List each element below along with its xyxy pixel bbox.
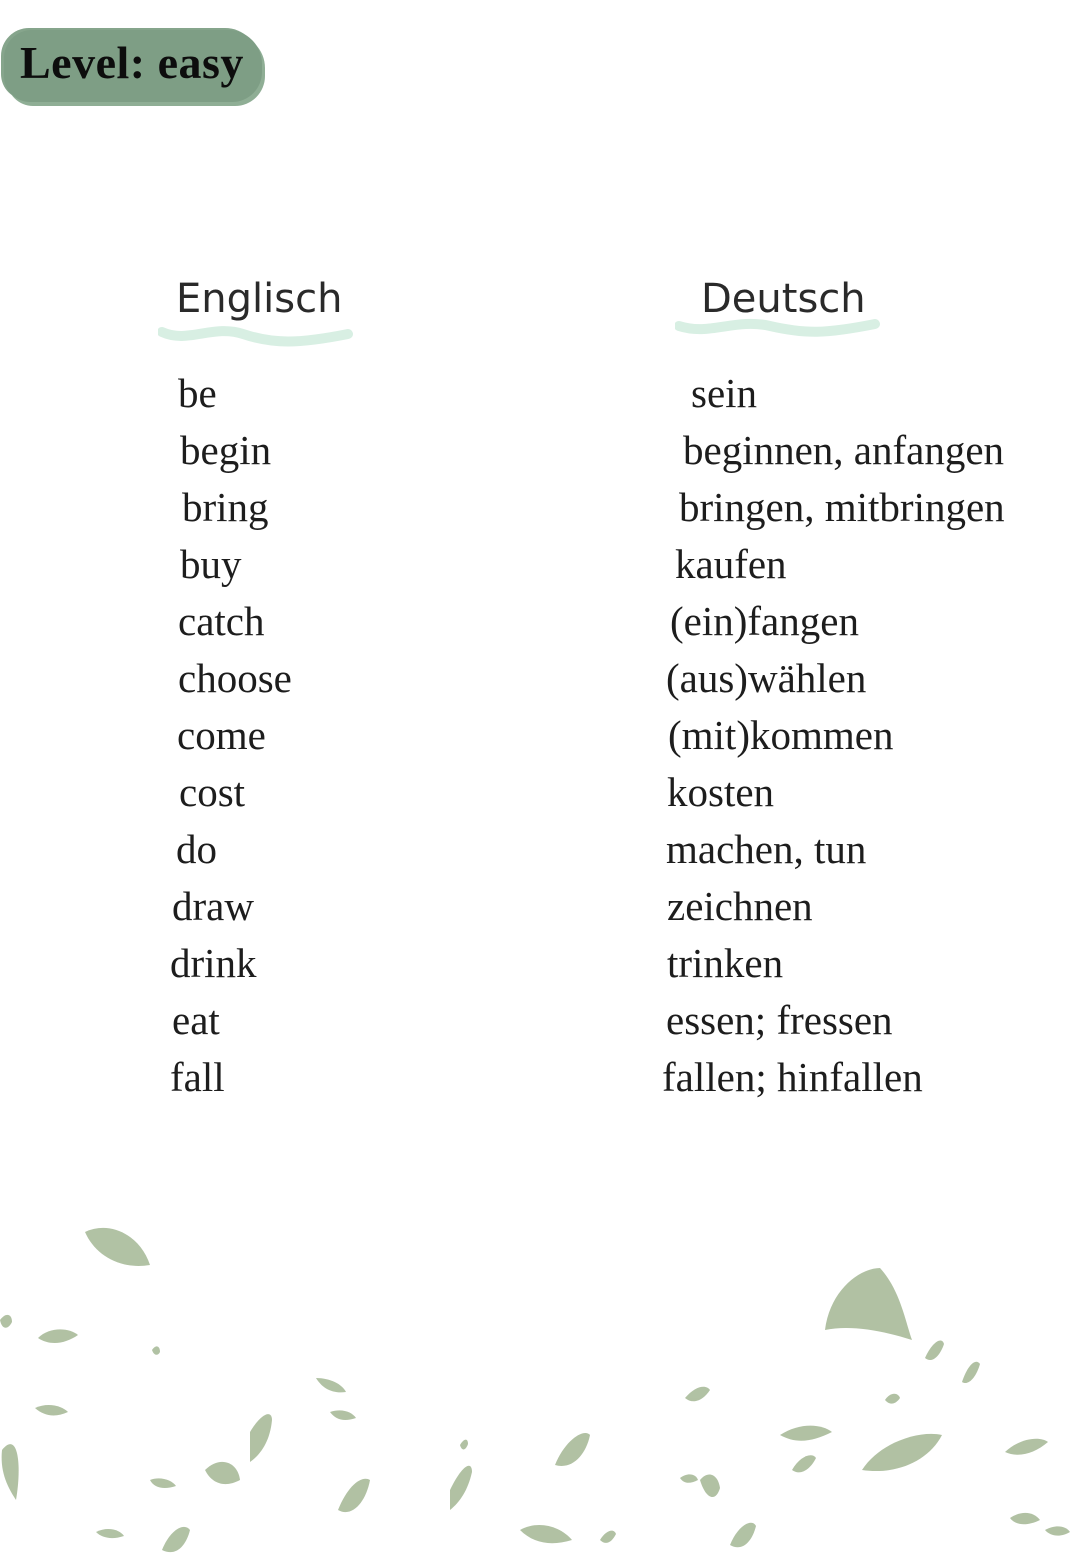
leaf-icon (1005, 1439, 1048, 1455)
english-word: bring (182, 484, 269, 530)
german-translation: kosten (667, 769, 775, 815)
german-translation: essen; fressen (666, 997, 893, 1043)
english-word: fall (170, 1054, 225, 1100)
leaf-icon (825, 1268, 912, 1340)
english-word: cost (179, 769, 246, 815)
leaf-icon (555, 1433, 590, 1466)
leaf-icon (780, 1426, 832, 1441)
leaf-icon (0, 1315, 12, 1328)
leaf-icon (730, 1523, 756, 1548)
leaf-icon (162, 1527, 190, 1552)
leaf-icon (450, 1466, 472, 1510)
leaf-icon (520, 1525, 572, 1543)
english-word: buy (180, 541, 242, 587)
english-word: begin (180, 427, 272, 473)
german-translation: machen, tun (666, 826, 867, 872)
german-translation: beginnen, anfangen (683, 427, 1005, 473)
english-word: come (177, 712, 266, 758)
leaf-icon (96, 1529, 124, 1538)
english-word: be (178, 370, 217, 416)
german-translation: sein (691, 370, 758, 416)
leaf-icon (35, 1405, 68, 1415)
falling-leaves-decoration (0, 1180, 1080, 1557)
german-translation: trinken (667, 940, 784, 986)
leaf-icon (885, 1394, 900, 1404)
german-translation: (mit)kommen (668, 712, 894, 758)
leaf-icon (962, 1362, 980, 1383)
leaf-icon (600, 1531, 616, 1543)
level-label: Level: easy (20, 37, 244, 88)
leaf-icon (338, 1479, 370, 1512)
german-translation: (ein)fangen (670, 598, 859, 644)
leaf-icon (685, 1387, 710, 1402)
leaf-icon (680, 1474, 698, 1482)
leaf-icon (2, 1444, 19, 1500)
leaf-icon (152, 1346, 160, 1354)
german-translation: zeichnen (667, 883, 813, 929)
english-word: drink (170, 940, 257, 986)
leaf-icon (38, 1329, 78, 1343)
german-translation: bringen, mitbringen (679, 484, 1005, 530)
english-underline (158, 322, 353, 348)
english-column-header: Englisch (176, 276, 343, 322)
leaf-icon (460, 1440, 468, 1450)
leaf-icon (925, 1340, 944, 1360)
leaf-icon (85, 1228, 150, 1266)
leaf-icon (316, 1378, 346, 1392)
english-word: catch (178, 598, 265, 644)
leaf-icon (250, 1414, 272, 1462)
german-column-header: Deutsch (701, 276, 866, 322)
english-word: choose (178, 655, 292, 701)
leaf-icon (862, 1434, 942, 1471)
leaf-icon (330, 1410, 356, 1420)
leaf-icon (150, 1478, 176, 1488)
english-word: draw (172, 883, 254, 929)
leaf-icon (1045, 1526, 1070, 1535)
leaf-icon (1010, 1513, 1040, 1524)
leaf-icon (205, 1462, 240, 1484)
english-word: do (176, 826, 217, 872)
english-word: eat (172, 997, 220, 1043)
leaf-icon (792, 1455, 816, 1472)
german-translation: (aus)wählen (666, 655, 867, 701)
leaf-icon (700, 1474, 720, 1497)
german-translation: kaufen (675, 541, 787, 587)
german-translation: fallen; hinfallen (662, 1054, 923, 1100)
